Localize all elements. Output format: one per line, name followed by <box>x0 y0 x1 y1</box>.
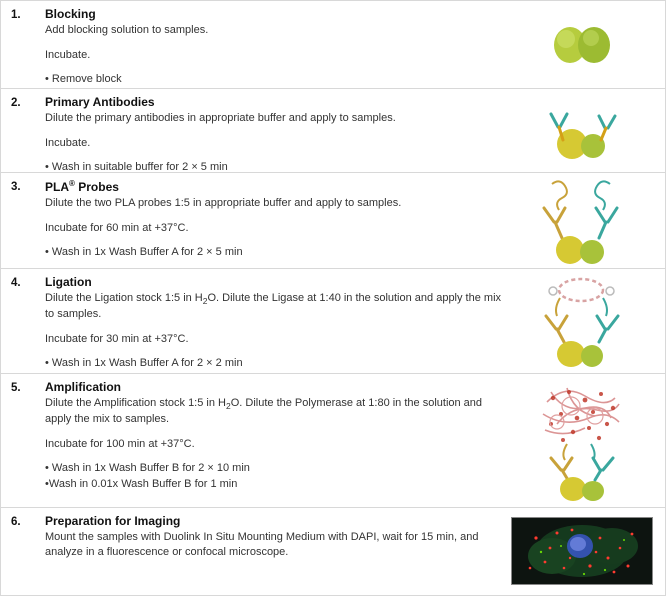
step-body <box>45 179 507 261</box>
fluorescence-micrograph <box>511 517 653 585</box>
step-body <box>45 380 507 493</box>
step-number: 4. <box>11 277 21 289</box>
step-title-rest: Probes <box>74 180 119 194</box>
step-incubate: Incubate for 100 min at +37°C. <box>45 437 195 450</box>
step-description-part1: Dilute the Amplification stock 1:5 in H <box>45 397 226 409</box>
step-illustration-ligation <box>507 275 657 367</box>
step-illustration-imaging <box>507 514 657 588</box>
step-illustration-primary-antibodies <box>507 95 657 166</box>
protocol-step <box>1 173 665 269</box>
step-description: Dilute the primary antibodies in appropriate buffer and apply to samples. <box>45 112 396 124</box>
step-incubate: Incubate for 60 min at +37°C. <box>45 221 189 234</box>
step-body <box>45 95 507 176</box>
step-illustration-amplification <box>507 380 657 501</box>
step-incubate: Incubate for 30 min at +37°C. <box>45 332 189 345</box>
step-description <box>45 396 501 427</box>
step-description-part2: O. Dilute the Polymerase at 1:80 in the solution and apply the mix to samples. <box>45 397 483 426</box>
step-number: 6. <box>11 516 21 528</box>
protocol-step <box>1 269 665 374</box>
step-body <box>45 7 507 88</box>
step-title: Ligation <box>45 275 92 289</box>
step-description-part2: O. Dilute the Ligase at 1:40 in the solution and apply the mix to samples. <box>45 292 502 321</box>
step-number: 1. <box>11 9 21 21</box>
step-number: 2. <box>11 97 21 109</box>
step-description: Dilute the two PLA probes 1:5 in appropriate buffer and apply to samples. <box>45 197 402 209</box>
step-title <box>45 179 501 195</box>
step-title: Amplification <box>45 380 122 394</box>
step-wash: • Wash in 1x Wash Buffer A for 2 × 2 min <box>45 357 243 370</box>
subscript-2: 2 <box>202 296 208 307</box>
step-title: Primary Antibodies <box>45 95 155 109</box>
step-wash: • Wash in 1x Wash Buffer B for 2 × 10 min <box>45 462 250 475</box>
subscript-2: 2 <box>225 401 231 412</box>
protocol-step <box>1 89 665 173</box>
step-description: Add blocking solution to samples. <box>45 24 209 36</box>
protocol-step <box>1 1 665 89</box>
step-body <box>45 514 507 569</box>
step-illustration-pla-probes <box>507 179 657 262</box>
protocol-step <box>1 508 665 594</box>
step-description: Mount the samples with Duolink In Situ Mounting Medium with DAPI, wait for 15 min, and analyze in a fluorescence or confocal microscope. <box>45 531 479 558</box>
protocol-step <box>1 374 665 508</box>
step-description <box>45 291 501 322</box>
step-number: 3. <box>11 181 21 193</box>
step-number: 5. <box>11 382 21 394</box>
step-wash: • Remove block <box>45 73 122 86</box>
step-title-text: PLA <box>45 180 69 194</box>
step-title: Blocking <box>45 7 96 21</box>
step-wash-secondary: •Wash in 0.01x Wash Buffer B for 1 min <box>45 478 238 491</box>
step-incubate: Incubate. <box>45 136 91 149</box>
step-title: Preparation for Imaging <box>45 514 181 528</box>
step-incubate: Incubate. <box>45 48 91 61</box>
step-body <box>45 275 507 372</box>
step-illustration-blocking <box>507 7 657 82</box>
step-wash: • Wash in suitable buffer for 2 × 5 min <box>45 161 228 174</box>
registered-mark: ® <box>69 179 75 188</box>
step-wash: • Wash in 1x Wash Buffer A for 2 × 5 min <box>45 246 243 259</box>
step-description-part1: Dilute the Ligation stock 1:5 in H <box>45 292 203 304</box>
